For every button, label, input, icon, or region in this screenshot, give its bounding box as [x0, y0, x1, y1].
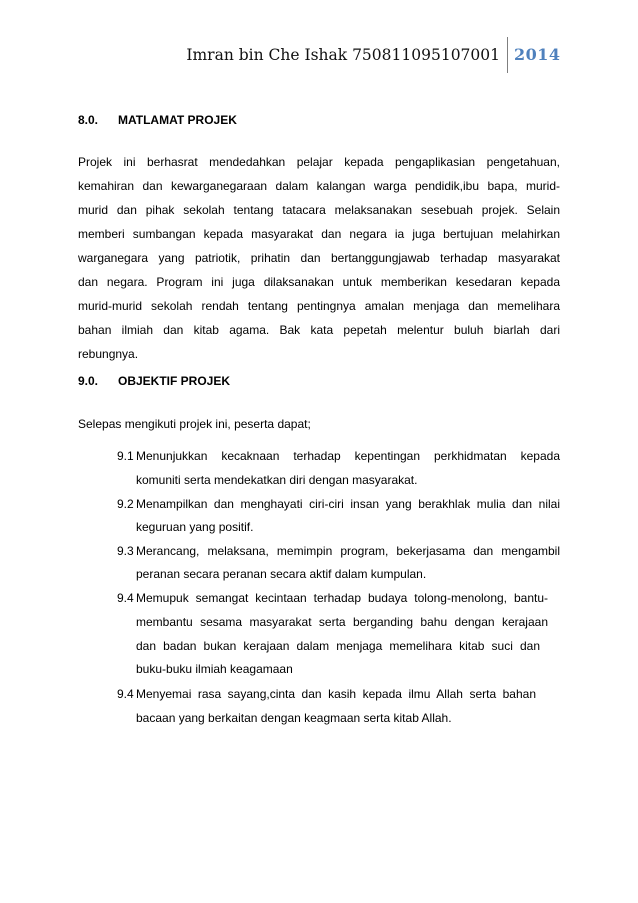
list-item-line: Menampilkan dan menghayati ciri-ciri insan yang berakhlak mulia dan nilai [136, 497, 560, 511]
list-item-line: buku-buku ilmiah keagamaan [136, 662, 293, 676]
list-item-line: Merancang, melaksana, memimpin program, bekerjasama dan mengambil [136, 544, 560, 558]
paragraph-line: memberi sumbangan kepada masyarakat dan negara ia juga bertujuan melahirkan [78, 227, 560, 241]
paragraph-line: Projek ini berhasrat mendedahkan pelajar kepada pengaplikasian pengetahuan, [78, 155, 560, 169]
section-number: 8.0. [78, 113, 99, 127]
list-item-number: 9.2 [117, 497, 134, 511]
list-item-number: 9.3 [117, 544, 134, 558]
list-item-line: peranan secara peranan secara aktif dalam kumpulan. [136, 567, 427, 581]
list-item-line: membantu sesama masyarakat serta berganding bahu dengan kerajaan [136, 615, 548, 629]
list-item-line: keguruan yang positif. [136, 520, 254, 534]
paragraph-line: dan negara. Program ini juga dilaksanakan untuk memberikan kesedaran kepada [78, 275, 560, 289]
section-number: 9.0. [78, 374, 99, 388]
list-item-line: komuniti serta mendekatkan diri dengan masyarakat. [136, 473, 418, 487]
section-title: MATLAMAT PROJEK [118, 113, 237, 127]
list-item-line: dan badan bukan kerajaan dalam menjaga memelihara kitab suci dan [136, 639, 540, 653]
objectives-intro: Selepas mengikuti projek ini, peserta dapat; [78, 417, 311, 431]
list-item-number: 9.4 [117, 591, 134, 605]
list-item-line: Memupuk semangat kecintaan terhadap budaya tolong-menolong, bantu- [136, 591, 548, 605]
paragraph-line: rebungnya. [78, 347, 139, 361]
paragraph-line: murid dan pihak sekolah tentang tatacara melaksanakan sesebuah projek. Selain [78, 203, 560, 217]
list-item-number: 9.1 [117, 449, 134, 463]
header-divider [507, 37, 508, 73]
header-year: 2014 [514, 45, 561, 64]
list-item-line: Menyemai rasa sayang,cinta dan kasih kepada ilmu Allah serta bahan [136, 687, 536, 701]
list-item-line: Menunjukkan kecaknaan terhadap kepentingan perkhidmatan kepada [136, 449, 560, 463]
paragraph-line: warganegara yang patriotik, prihatin dan bertanggungjawab terhadap masyarakat [78, 251, 560, 265]
paragraph-line: kemahiran dan kewarganegaraan dalam kalangan warga pendidik,ibu bapa, murid- [78, 179, 560, 193]
list-item-number: 9.4 [117, 687, 134, 701]
section-title: OBJEKTIF PROJEK [118, 374, 231, 388]
paragraph-line: bahan ilmiah dan kitab agama. Bak kata pepetah melentur buluh biarlah dari [78, 323, 560, 337]
list-item-line: bacaan yang berkaitan dengan keagmaan serta kitab Allah. [136, 711, 452, 725]
header-author: Imran bin Che Ishak 750811095107001 [186, 46, 500, 64]
paragraph-line: murid-murid sekolah rendah tentang pentingnya amalan menjaga dan memelihara [78, 299, 560, 313]
